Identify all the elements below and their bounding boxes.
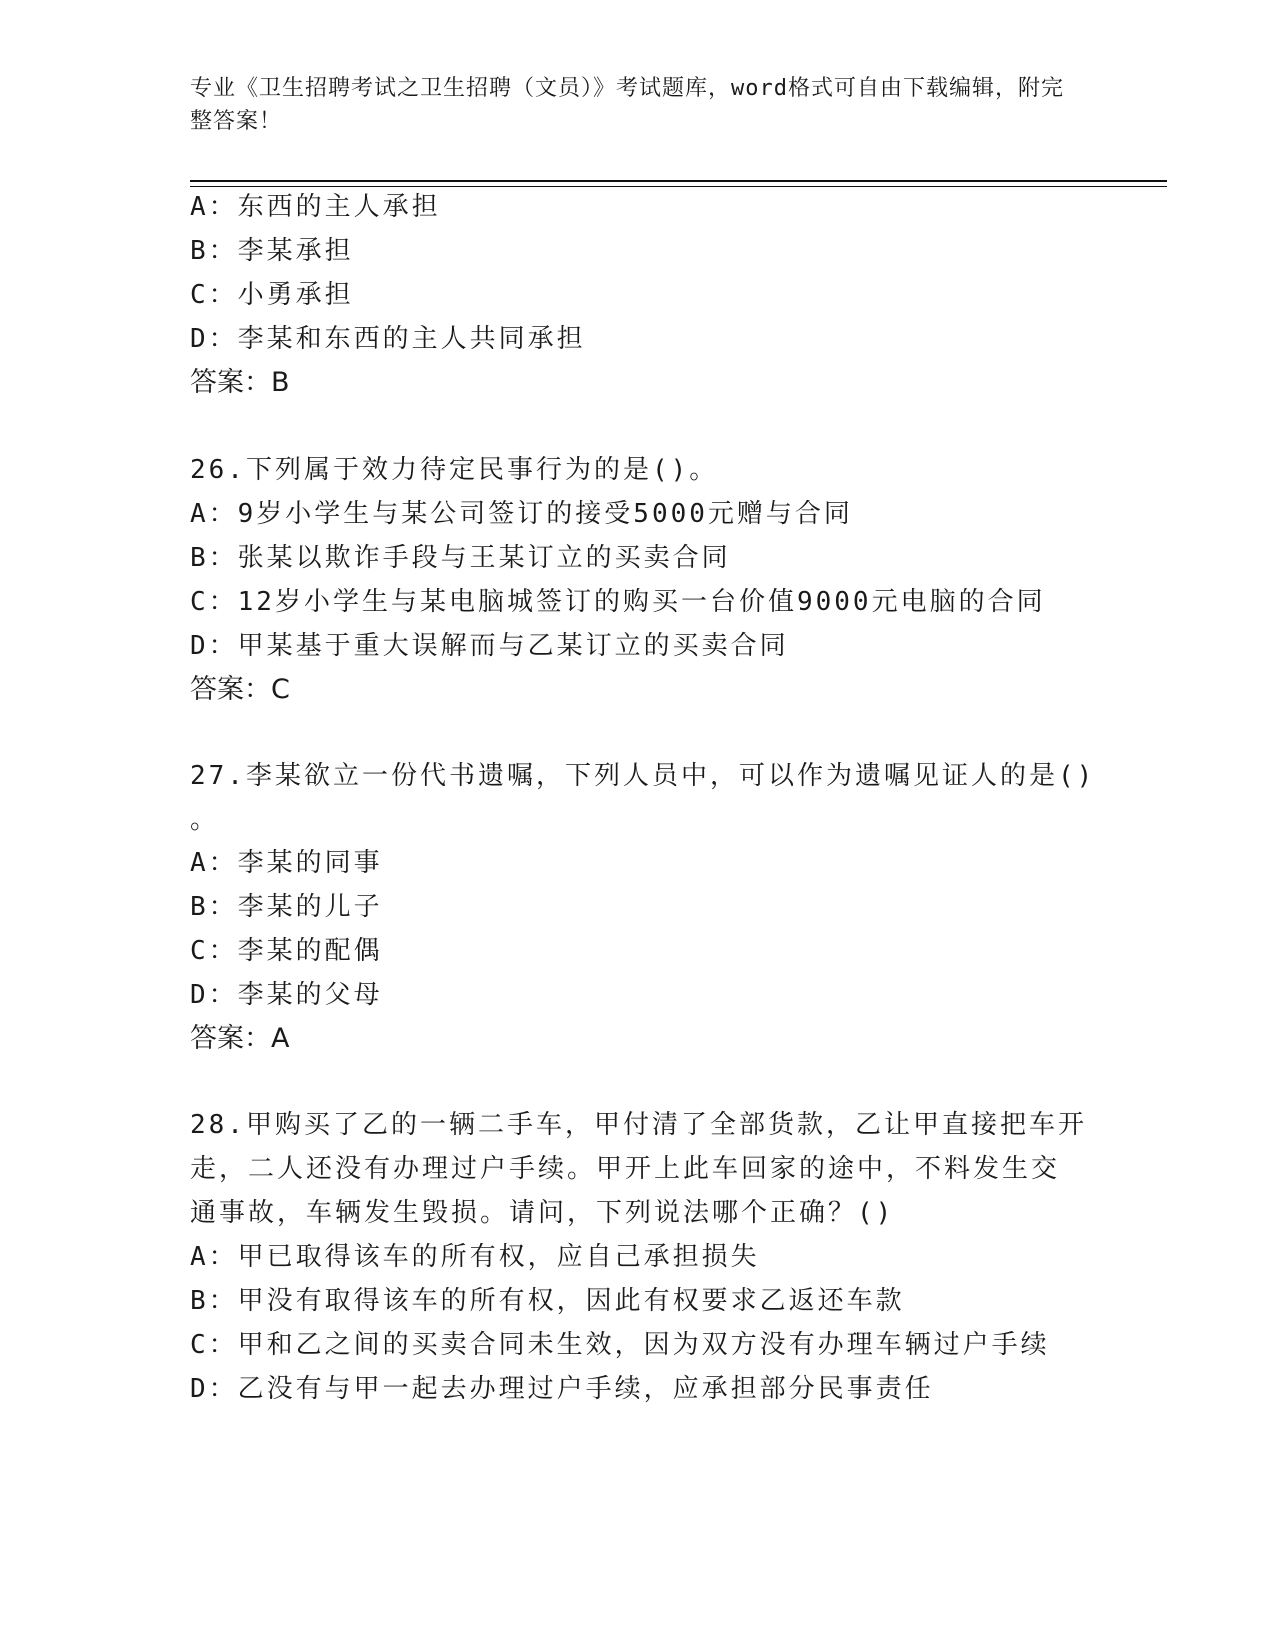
q27-option-b: B：李某的儿子 bbox=[190, 892, 383, 922]
q26-option-d: D：甲某基于重大误解而与乙某订立的买卖合同 bbox=[190, 631, 789, 661]
page-header: 专业《卫生招聘考试之卫生招聘（文员）》考试题库，word格式可自由下载编辑，附完整答案！ bbox=[190, 76, 1064, 134]
q27-stem-line-2: 。 bbox=[190, 805, 220, 835]
q25-option-b: B：李某承担 bbox=[190, 236, 354, 266]
q25-option-d: D：李某和东西的主人共同承担 bbox=[190, 324, 586, 354]
q26-answer: 答案：C bbox=[190, 674, 290, 705]
q28-stem-line-1: 28.甲购买了乙的一辆二手车，甲付清了全部货款，乙让甲直接把车开 bbox=[190, 1110, 1087, 1140]
q28-stem-line-2: 走，二人还没有办理过户手续。甲开上此车回家的途中，不料发生交 bbox=[190, 1154, 1061, 1184]
q28-option-d: D：乙没有与甲一起去办理过户手续，应承担部分民事责任 bbox=[190, 1374, 934, 1404]
q28-option-c: C：甲和乙之间的买卖合同未生效，因为双方没有办理车辆过户手续 bbox=[190, 1330, 1050, 1360]
q27-stem-line-1: 27.李某欲立一份代书遗嘱，下列人员中，可以作为遗嘱见证人的是() bbox=[190, 761, 1096, 791]
q25-option-c: C：小勇承担 bbox=[190, 280, 354, 310]
q28-option-a: A：甲已取得该车的所有权，应自己承担损失 bbox=[190, 1242, 760, 1272]
q27-answer: 答案：A bbox=[190, 1023, 290, 1054]
q28-option-b: B：甲没有取得该车的所有权，因此有权要求乙返还车款 bbox=[190, 1286, 905, 1316]
q26-option-a: A：9岁小学生与某公司签订的接受5000元赠与合同 bbox=[190, 499, 853, 529]
q27-option-c: C：李某的配偶 bbox=[190, 936, 383, 966]
header-divider-thick bbox=[190, 180, 1167, 182]
q25-option-a: A：东西的主人承担 bbox=[190, 192, 441, 222]
q26-option-c: C：12岁小学生与某电脑城签订的购买一台价值9000元电脑的合同 bbox=[190, 587, 1046, 617]
q28-stem-line-3: 通事故，车辆发生毁损。请问，下列说法哪个正确？() bbox=[190, 1198, 895, 1228]
q27-option-d: D：李某的父母 bbox=[190, 980, 383, 1010]
q26-stem: 26.下列属于效力待定民事行为的是()。 bbox=[190, 455, 719, 485]
q27-option-a: A：李某的同事 bbox=[190, 848, 383, 878]
q26-option-b: B：张某以欺诈手段与王某订立的买卖合同 bbox=[190, 543, 731, 573]
header-divider-thin bbox=[190, 186, 1167, 187]
q25-answer: 答案：B bbox=[190, 367, 290, 398]
